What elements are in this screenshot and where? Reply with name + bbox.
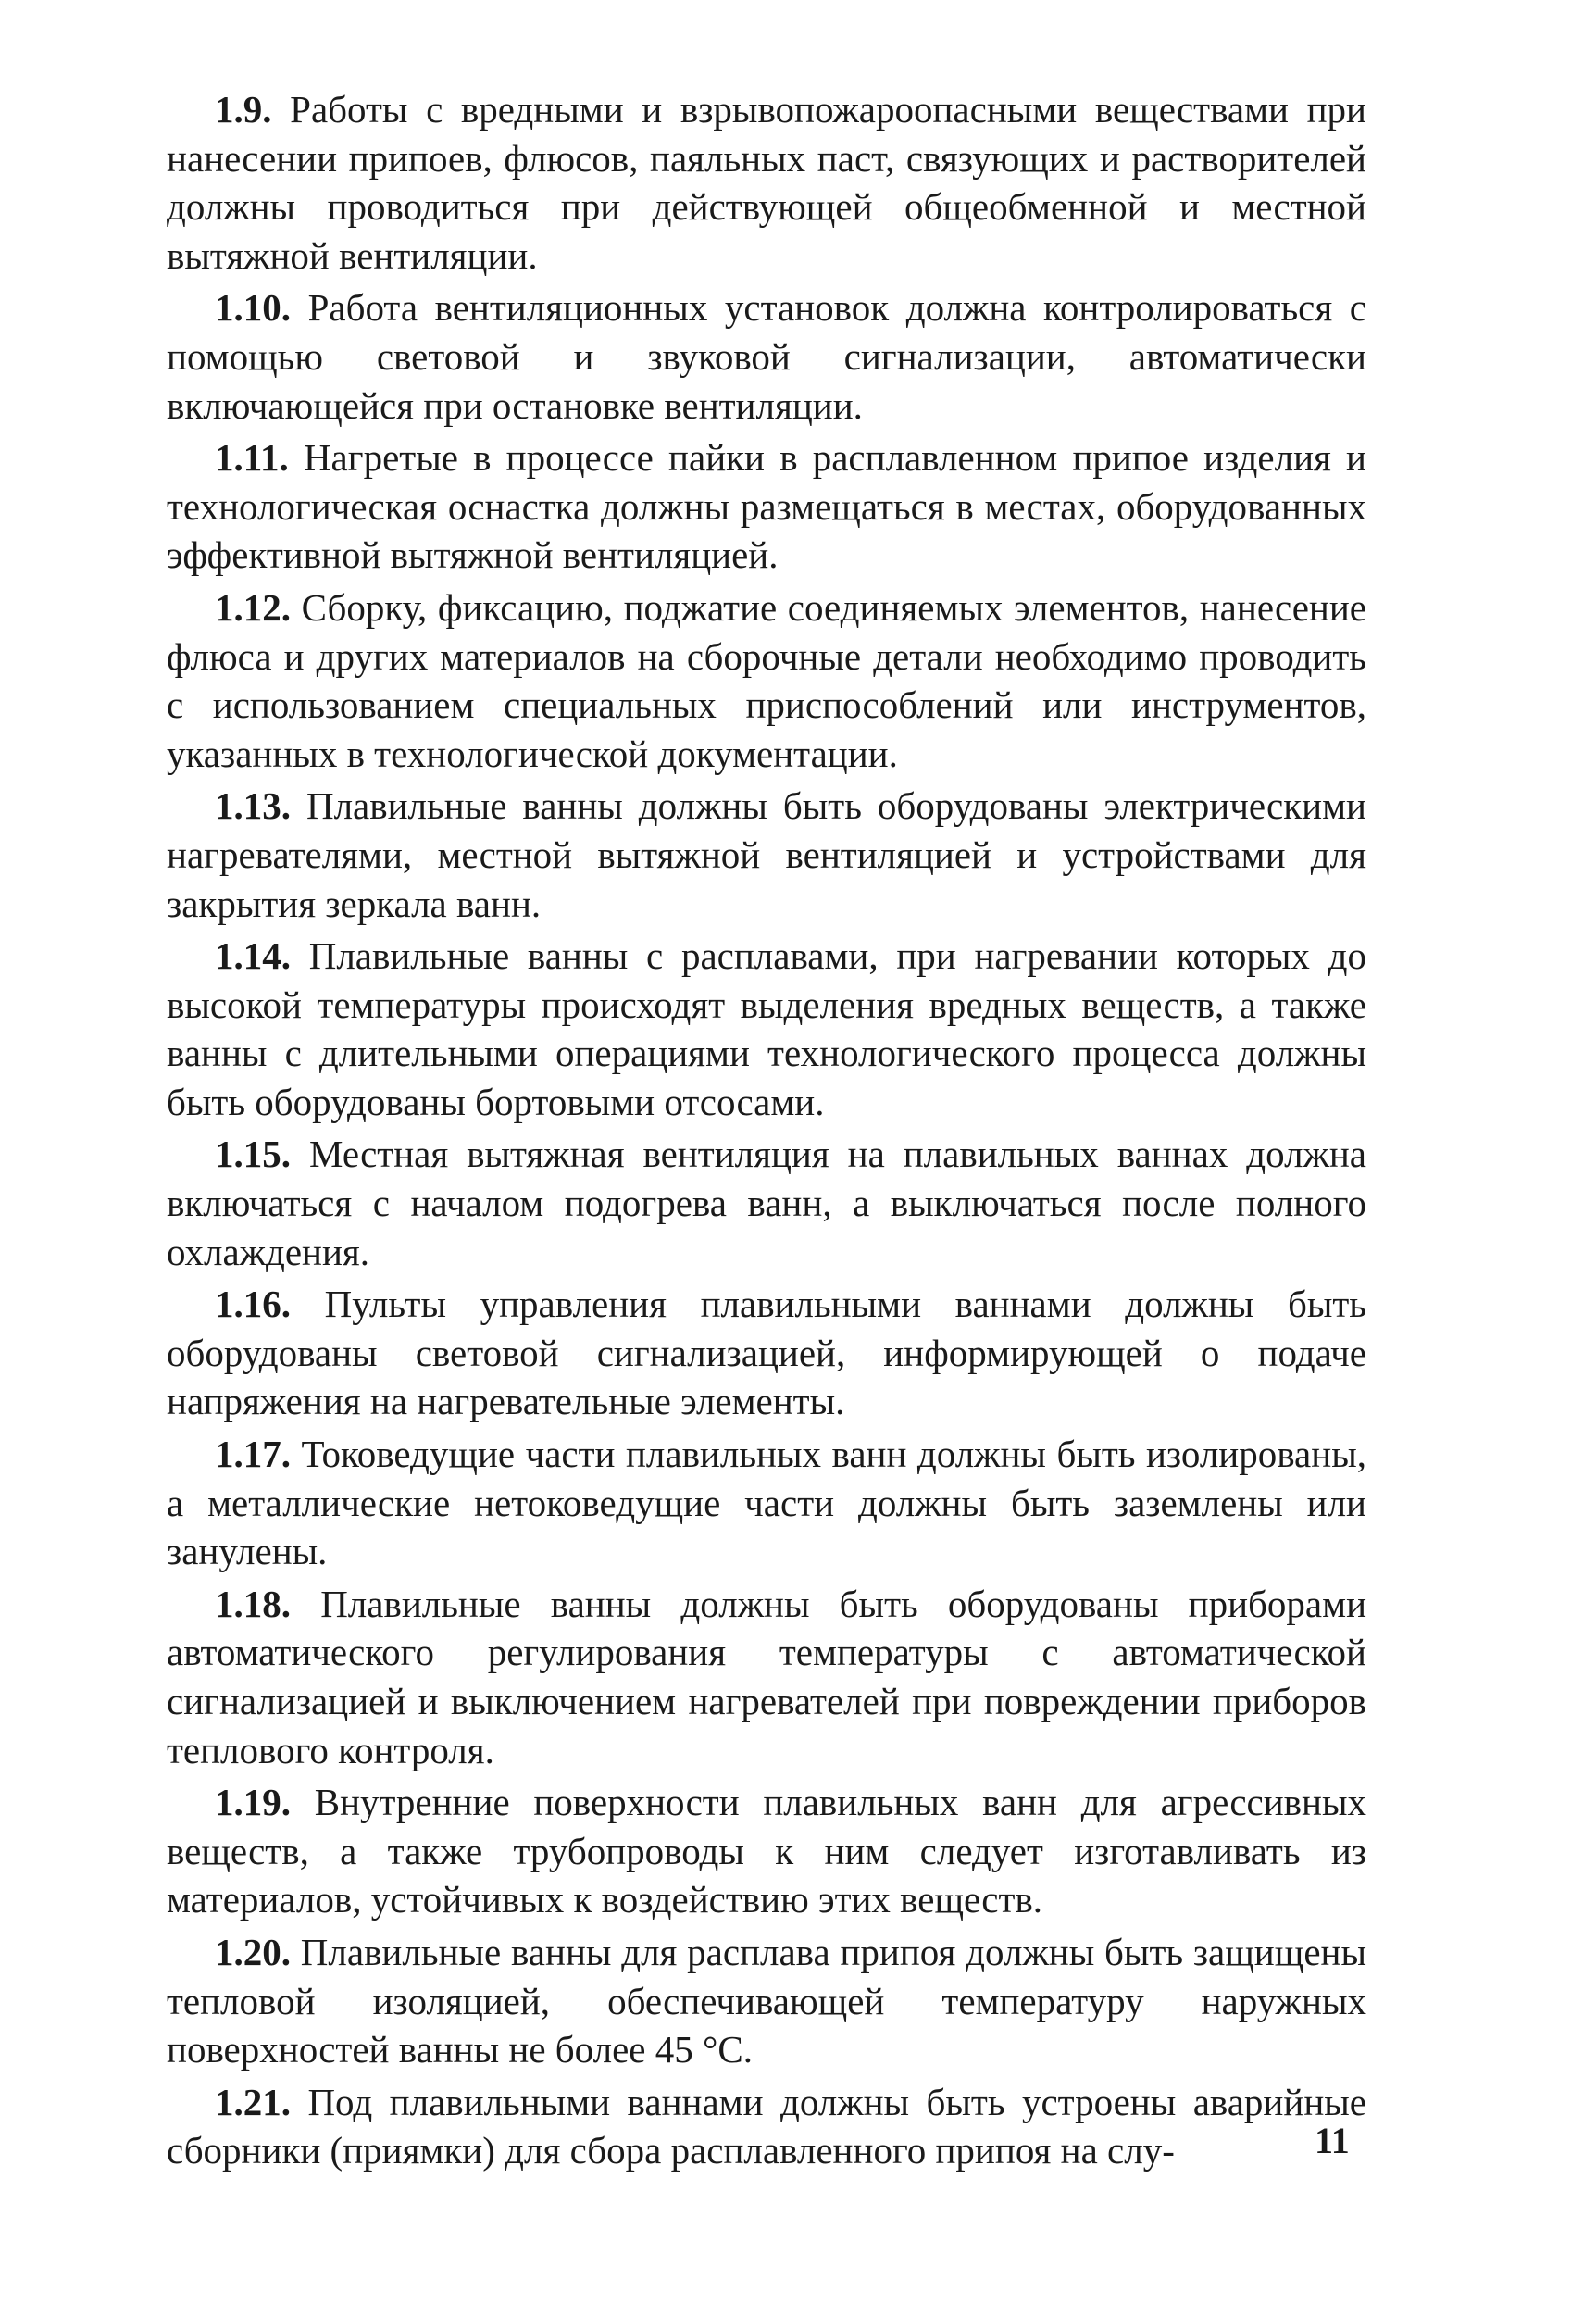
- paragraph-number: 1.18.: [215, 1582, 291, 1625]
- page-body: [167, 85, 1366, 2179]
- paragraph-number: 1.21.: [215, 2080, 291, 2123]
- paragraph-text: Нагретые в процессе пайки в расплавленном припое изделия и технологическая оснастка должны размещаться в местах, оборудованных эффективной вытяжной вентиляцией.: [167, 436, 1367, 577]
- paragraph-number: 1.19.: [215, 1781, 291, 1824]
- paragraph-text: Работа вентиляционных установок должна контролироваться с помощью световой и звуковой сигнализации, автоматически включающейся при остановке вентиляции.: [167, 286, 1366, 427]
- paragraph-number: 1.11.: [215, 436, 289, 480]
- paragraph: [167, 85, 1366, 280]
- paragraph: [167, 283, 1366, 430]
- paragraph: [167, 2078, 1366, 2175]
- paragraph: [167, 1130, 1366, 1276]
- paragraph-number: 1.17.: [215, 1433, 291, 1476]
- paragraph-number: 1.15.: [215, 1133, 291, 1176]
- paragraph-text: Работы с вредными и взрывопожароопасными веществами при нанесении припоев, флюсов, паяльных паст, связующих и растворителей должны проводиться при действующей общеобменной и местной вытяжной вентиляции.: [167, 88, 1366, 277]
- paragraph-number: 1.14.: [215, 934, 291, 978]
- paragraph-number: 1.12.: [215, 585, 291, 629]
- paragraph-number: 1.16.: [215, 1283, 291, 1326]
- paragraph: [167, 1778, 1366, 1924]
- paragraph-text: Местная вытяжная вентиляция на плавильных ваннах должна включаться с началом подогрева ванн, а выключаться после полного охлаждения.: [167, 1133, 1367, 1273]
- paragraph-text: Плавильные ванны должны быть оборудованы электрическими нагревателями, местной вытяжной вентиляцией и устройствами для закрытия зеркала ванн.: [167, 784, 1366, 925]
- paragraph-number: 1.10.: [215, 286, 291, 330]
- paragraph-text: Под плавильными ваннами должны быть устроены аварийные сборники (приямки) для сбора расплавленного припоя на слу-: [167, 2080, 1366, 2172]
- paragraph-text: Сборку, фиксацию, поджатие соединяемых элементов, нанесение флюса и других материалов на сборочные детали необходимо проводить с использованием специальных приспособлений или инструментов, указанных в технологической документации.: [167, 585, 1367, 775]
- page-number: 11: [1315, 2120, 1350, 2161]
- paragraph-text: Плавильные ванны с расплавами, при нагревании которых до высокой температуры происходят выделения вредных веществ, а также ванны с длительными операциями технологического процесса должны быть оборудованы бортовыми отсосами.: [167, 934, 1366, 1123]
- paragraph-text: Плавильные ванны для расплава припоя должны быть защищены тепловой изоляцией, обеспечивающей температуру наружных поверхностей ванны не более 45 °С.: [167, 1930, 1367, 2071]
- paragraph-number: 1.9.: [215, 88, 272, 131]
- paragraph: [167, 433, 1366, 580]
- paragraph-text: Внутренние поверхности плавильных ванн для агрессивных веществ, а также трубопроводы к ним следует изготавливать из материалов, устойчивых к воздействию этих веществ.: [167, 1781, 1367, 1921]
- paragraph-number: 1.20.: [215, 1930, 291, 1973]
- paragraph-number: 1.13.: [215, 784, 291, 828]
- paragraph: [167, 932, 1366, 1126]
- paragraph: [167, 1280, 1366, 1426]
- paragraph: [167, 1928, 1366, 2074]
- paragraph-text: Токоведущие части плавильных ванн должны быть изолированы, а металлические нетоковедущие части должны быть заземлены или занулены.: [167, 1433, 1366, 1573]
- paragraph: [167, 1430, 1366, 1576]
- paragraph: [167, 1580, 1366, 1774]
- paragraph: [167, 583, 1366, 778]
- paragraph-text: Плавильные ванны должны быть оборудованы приборами автоматического регулирования температуры с автоматической сигнализацией и выключением нагревателей при повреждении приборов теплового контроля.: [167, 1582, 1367, 1771]
- paragraph-text: Пульты управления плавильными ваннами должны быть оборудованы световой сигнализацией, информирующей о подаче напряжения на нагревательные элементы.: [167, 1283, 1366, 1423]
- paragraph: [167, 782, 1366, 928]
